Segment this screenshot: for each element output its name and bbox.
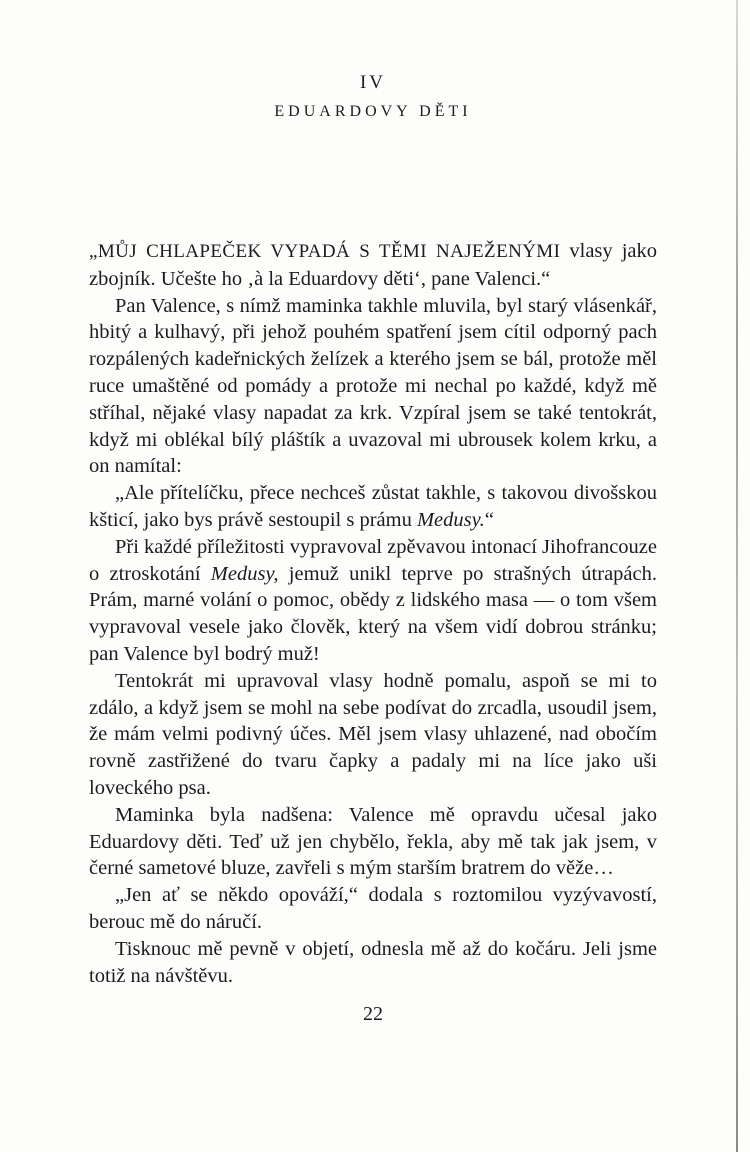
chapter-body <box>89 238 657 989</box>
paragraph-1 <box>89 238 657 293</box>
chapter-title: EDUARDOVY DĚTI <box>274 103 472 120</box>
page-number: 22 <box>363 1003 383 1025</box>
paragraph-1-rest: vlasy jako zbojník. Učešte ho ‚à la Eduardovy děti‘, pane Valenci.“ <box>89 240 657 290</box>
paragraph-6: Maminka byla nadšena: Valence mě opravdu učesal jako Eduardovy děti. Teď už jen chybělo, řekla, aby mě tak jak jsem, v černé sametové bluze, zavřeli s mým starším bratrem do věže… <box>89 803 657 880</box>
paragraph-3-end: “ <box>484 508 494 531</box>
paragraph-3-text: „Ale přítelíčku, přece nechceš zůstat takhle, s takovou divošskou kšticí, jako bys právě sestoupil s prámu <box>89 482 657 531</box>
paragraph-4-end: jemuž unikl teprve po strašných útrapách. Prám, marné volání o pomoc, obědy z lidského masa — o tom všem vypravoval vesele jako člověk, který na všem vidí dobrou stránku; pan Valence byl bodrý muž! <box>89 562 657 665</box>
paragraph-5: Tentokrát mi upravoval vlasy hodně pomalu, aspoň se mi to zdálo, a když jsem se mohl na sebe podívat do zrcadla, usoudil jsem, že mám velmi podivný účes. Měl jsem vlasy uhlazené, nad obočím rovně zastřižené do tvaru čapky a padaly mi na líce jako uši loveckého psa. <box>89 669 657 799</box>
paragraph-4 <box>89 534 657 668</box>
paragraph-7: „Jen ať se někdo opováží,“ dodala s roztomilou vyzývavostí, berouc mě do náručí. <box>89 884 657 933</box>
chapter-number: IV <box>359 72 387 93</box>
paragraph-4-italic: Medusy, <box>210 562 279 585</box>
opening-caps: „MŮJ CHLAPEČEK VYPADÁ S TĚMI NAJEŽENÝMI <box>89 241 561 262</box>
paragraph-3-italic: Medusy. <box>416 508 485 531</box>
paragraph-4-text: Při každé příležitosti vypravoval zpěvavou intonací Jihofrancouze o ztroskotání <box>89 535 657 585</box>
paragraph-2: Pan Valence, s nímž maminka takhle mluvila, byl starý vlásenkář, hbitý a kulhavý, při jehož pouhém spatření jsem cítil odporný pach rozpálených kadeřnických želízek a kterého jsem se bál, protože měl ruce umaštěné od pomády a protože mi nechal po každé, když mě stříhal, nějaké vlasy napadat za krk. Vzpíral jsem se také tentokrát, když mi oblékal bílý pláštík a uvazoval mi ubrousek kolem krku, a on namítal: <box>89 294 657 478</box>
paragraph-8: Tisknouc mě pevně v objetí, odnesla mě až do kočáru. Jeli jsme totiž na návštěvu. <box>89 937 657 987</box>
page-edge-shadow <box>736 0 738 1152</box>
paragraph-3 <box>89 480 657 534</box>
